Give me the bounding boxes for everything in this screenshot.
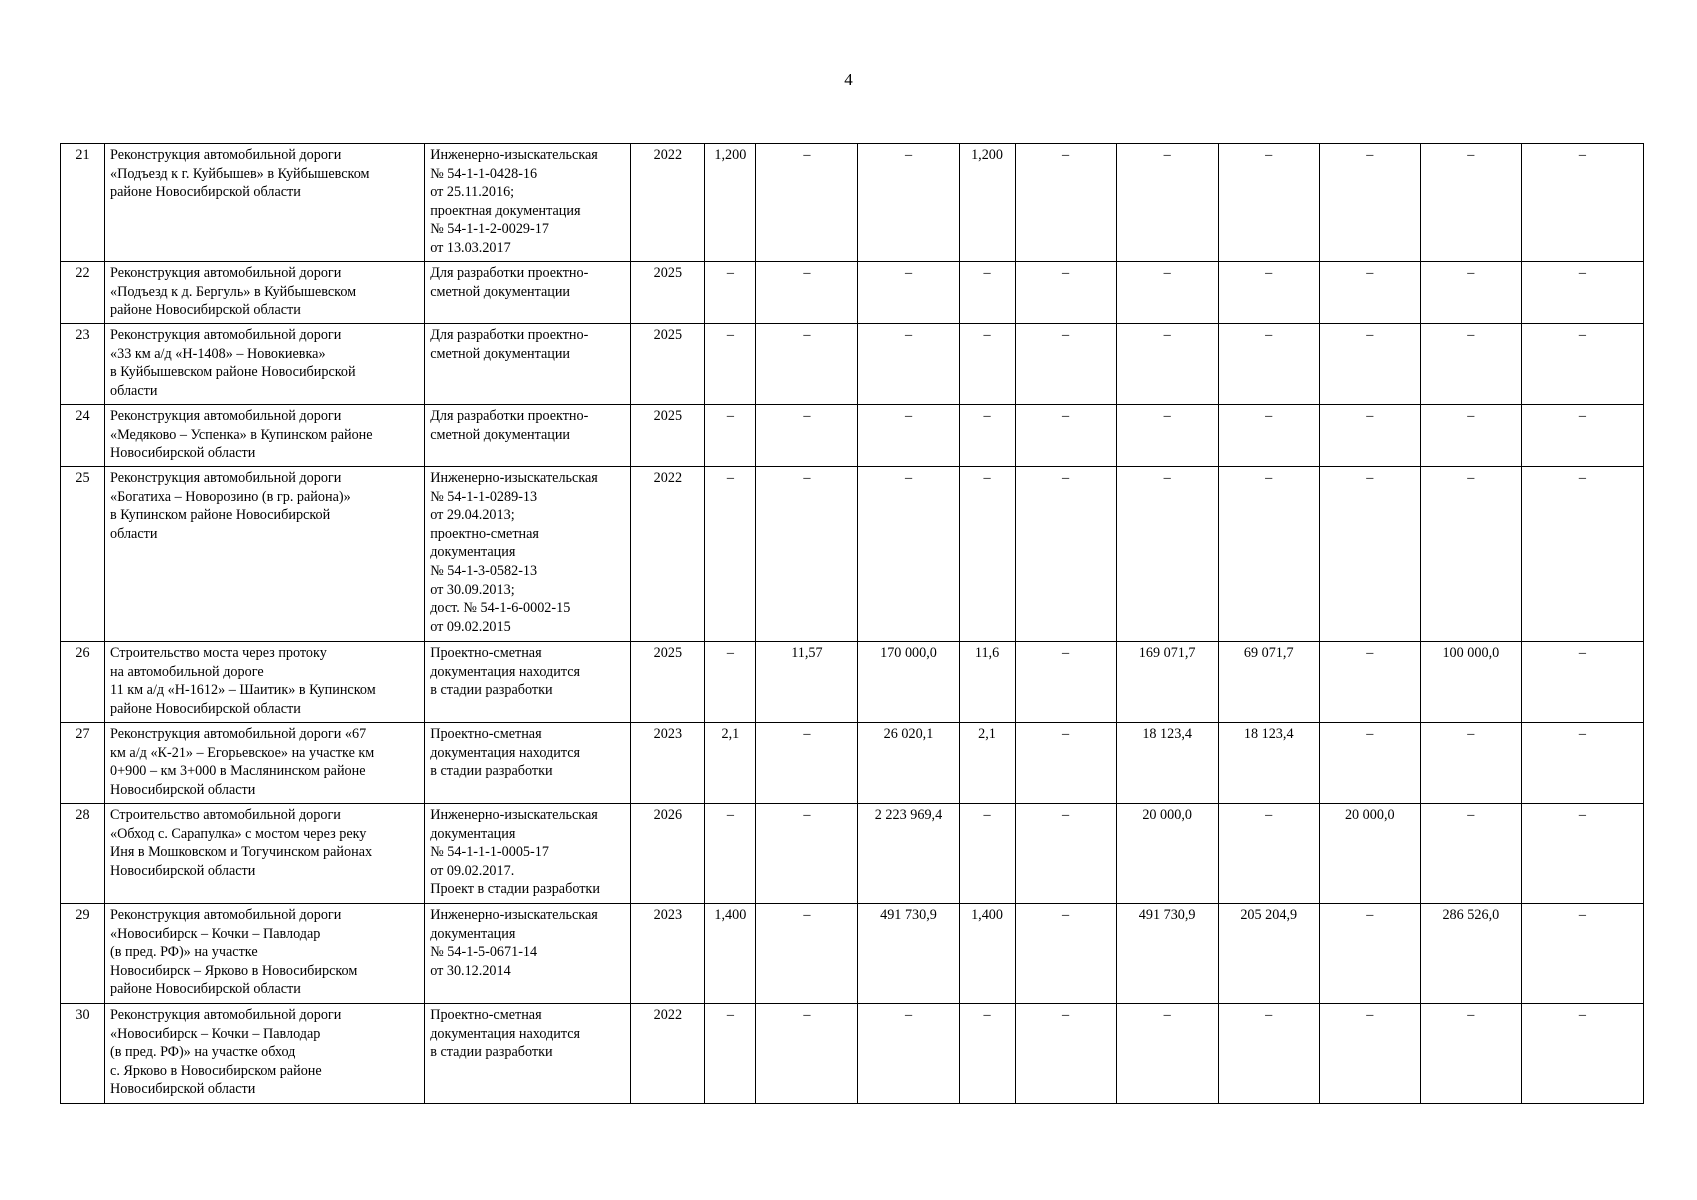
table-row [61, 804, 1644, 904]
value-cell: – [1319, 1004, 1420, 1104]
documentation-cell: Инженерно-изыскательская документация № 54-1-1-1-0005-17 от 09.02.2017. Проект в стадии разработки [425, 804, 631, 904]
value-cell: – [705, 324, 756, 405]
value-cell: – [1420, 723, 1521, 804]
value-cell: 2,1 [705, 723, 756, 804]
value-cell: – [756, 804, 858, 904]
value-cell: – [1218, 1004, 1319, 1104]
value-cell: – [1420, 144, 1521, 262]
value-cell: – [756, 904, 858, 1004]
value-cell: – [1015, 804, 1116, 904]
row-number-cell: 21 [61, 144, 105, 262]
table-row [61, 1004, 1644, 1104]
year-cell: 2025 [631, 262, 705, 324]
value-cell: – [1218, 262, 1319, 324]
value-cell: – [1015, 723, 1116, 804]
value-cell: – [1521, 405, 1643, 467]
value-cell: – [1521, 324, 1643, 405]
value-cell: – [1218, 467, 1319, 642]
value-cell: 286 526,0 [1420, 904, 1521, 1004]
value-cell: – [1015, 1004, 1116, 1104]
value-cell: – [1015, 262, 1116, 324]
value-cell: – [1319, 723, 1420, 804]
value-cell: 100 000,0 [1420, 642, 1521, 723]
value-cell: – [959, 405, 1015, 467]
object-name-cell: Строительство автомобильной дороги «Обход с. Сарапулка» с мостом через реку Иня в Мошковском и Тогучинском районах Новосибирской области [105, 804, 425, 904]
value-cell: 18 123,4 [1116, 723, 1218, 804]
table-row [61, 723, 1644, 804]
value-cell: – [1521, 904, 1643, 1004]
table-row [61, 262, 1644, 324]
value-cell: 169 071,7 [1116, 642, 1218, 723]
value-cell: 26 020,1 [858, 723, 959, 804]
value-cell: – [1521, 804, 1643, 904]
value-cell: – [1116, 467, 1218, 642]
value-cell: – [1319, 642, 1420, 723]
value-cell: 491 730,9 [858, 904, 959, 1004]
object-name-cell: Реконструкция автомобильной дороги «33 км а/д «Н-1408» – Новокиевка» в Куйбышевском районе Новосибирской области [105, 324, 425, 405]
documentation-cell: Проектно-сметная документация находится в стадии разработки [425, 642, 631, 723]
value-cell: – [756, 723, 858, 804]
year-cell: 2022 [631, 144, 705, 262]
row-number-cell: 30 [61, 1004, 105, 1104]
value-cell: – [1319, 324, 1420, 405]
value-cell: – [1015, 642, 1116, 723]
value-cell: – [1319, 904, 1420, 1004]
object-name-cell: Реконструкция автомобильной дороги «Богатиха – Новорозино (в гр. района)» в Купинском районе Новосибирской области [105, 467, 425, 642]
value-cell: – [1116, 1004, 1218, 1104]
page-number: 4 [844, 70, 853, 89]
year-cell: 2026 [631, 804, 705, 904]
value-cell: – [1015, 904, 1116, 1004]
value-cell: 205 204,9 [1218, 904, 1319, 1004]
documentation-cell: Для разработки проектно- сметной документации [425, 262, 631, 324]
value-cell: – [705, 642, 756, 723]
value-cell: – [1218, 804, 1319, 904]
object-name-cell: Строительство моста через протоку на автомобильной дороге 11 км а/д «Н-1612» – Шаитик» в Купинском районе Новосибирской области [105, 642, 425, 723]
value-cell: – [1420, 405, 1521, 467]
row-number-cell: 28 [61, 804, 105, 904]
value-cell: – [1015, 324, 1116, 405]
value-cell: – [705, 804, 756, 904]
object-name-cell: Реконструкция автомобильной дороги «Подъезд к д. Бергуль» в Куйбышевском районе Новосибирской области [105, 262, 425, 324]
value-cell: – [1521, 467, 1643, 642]
value-cell: – [1218, 144, 1319, 262]
value-cell: – [756, 1004, 858, 1104]
table-body [61, 144, 1644, 1104]
value-cell: – [858, 405, 959, 467]
value-cell: – [959, 262, 1015, 324]
row-number-cell: 26 [61, 642, 105, 723]
object-name-cell: Реконструкция автомобильной дороги «67 км а/д «К-21» – Егорьевское» на участке км 0+900 – км 3+000 в Маслянинском районе Новосибирской области [105, 723, 425, 804]
year-cell: 2022 [631, 1004, 705, 1104]
value-cell: – [705, 405, 756, 467]
value-cell: – [1319, 144, 1420, 262]
value-cell: – [756, 467, 858, 642]
value-cell: 11,57 [756, 642, 858, 723]
value-cell: 20 000,0 [1116, 804, 1218, 904]
value-cell: – [1319, 405, 1420, 467]
value-cell: – [1420, 324, 1521, 405]
value-cell: 20 000,0 [1319, 804, 1420, 904]
value-cell: – [705, 467, 756, 642]
value-cell: – [756, 262, 858, 324]
year-cell: 2023 [631, 723, 705, 804]
year-cell: 2025 [631, 405, 705, 467]
documentation-cell: Инженерно-изыскательская № 54-1-1-0428-16 от 25.11.2016; проектная документация № 54-1-1-2-0029-17 от 13.03.2017 [425, 144, 631, 262]
year-cell: 2022 [631, 467, 705, 642]
value-cell: 11,6 [959, 642, 1015, 723]
value-cell: 2 223 969,4 [858, 804, 959, 904]
object-name-cell: Реконструкция автомобильной дороги «Медяково – Успенка» в Купинском районе Новосибирской области [105, 405, 425, 467]
value-cell: – [1218, 405, 1319, 467]
value-cell: – [1015, 467, 1116, 642]
object-name-cell: Реконструкция автомобильной дороги «Подъезд к г. Куйбышев» в Куйбышевском районе Новосибирской области [105, 144, 425, 262]
value-cell: 1,200 [959, 144, 1015, 262]
table-row [61, 324, 1644, 405]
value-cell: – [858, 1004, 959, 1104]
value-cell: – [1521, 1004, 1643, 1104]
value-cell: 170 000,0 [858, 642, 959, 723]
row-number-cell: 25 [61, 467, 105, 642]
table-row [61, 405, 1644, 467]
object-name-cell: Реконструкция автомобильной дороги «Новосибирск – Кочки – Павлодар (в пред. РФ)» на участке Новосибирск – Ярково в Новосибирском районе Новосибирской области [105, 904, 425, 1004]
year-cell: 2023 [631, 904, 705, 1004]
table-row [61, 467, 1644, 642]
value-cell: 1,200 [705, 144, 756, 262]
value-cell: – [1319, 262, 1420, 324]
table-row [61, 904, 1644, 1004]
row-number-cell: 23 [61, 324, 105, 405]
documentation-cell: Для разработки проектно- сметной документации [425, 324, 631, 405]
value-cell: 1,400 [705, 904, 756, 1004]
value-cell: – [1015, 405, 1116, 467]
value-cell: – [1319, 467, 1420, 642]
value-cell: – [705, 1004, 756, 1104]
value-cell: – [1116, 324, 1218, 405]
value-cell: – [858, 144, 959, 262]
documentation-cell: Инженерно-изыскательская № 54-1-1-0289-13 от 29.04.2013; проектно-сметная документация № 54-1-3-0582-13 от 30.09.2013; дост. № 54-1-6-0002-15 от 09.02.2015 [425, 467, 631, 642]
value-cell: – [858, 324, 959, 405]
value-cell: – [1116, 144, 1218, 262]
value-cell: – [1521, 144, 1643, 262]
value-cell: – [959, 1004, 1015, 1104]
object-name-cell: Реконструкция автомобильной дороги «Новосибирск – Кочки – Павлодар (в пред. РФ)» на участке обход с. Ярково в Новосибирском районе Новосибирской области [105, 1004, 425, 1104]
documentation-cell: Инженерно-изыскательская документация № 54-1-5-0671-14 от 30.12.2014 [425, 904, 631, 1004]
value-cell: – [1116, 405, 1218, 467]
value-cell: – [756, 324, 858, 405]
value-cell: – [1218, 324, 1319, 405]
road-objects-table [60, 143, 1644, 1104]
value-cell: – [1420, 804, 1521, 904]
documentation-cell: Для разработки проектно- сметной документации [425, 405, 631, 467]
row-number-cell: 29 [61, 904, 105, 1004]
row-number-cell: 27 [61, 723, 105, 804]
value-cell: – [1521, 723, 1643, 804]
row-number-cell: 24 [61, 405, 105, 467]
value-cell: 2,1 [959, 723, 1015, 804]
value-cell: – [1015, 144, 1116, 262]
value-cell: – [1521, 642, 1643, 723]
value-cell: – [705, 262, 756, 324]
row-number-cell: 22 [61, 262, 105, 324]
value-cell: – [1420, 467, 1521, 642]
value-cell: – [959, 804, 1015, 904]
value-cell: 18 123,4 [1218, 723, 1319, 804]
table-row [61, 144, 1644, 262]
value-cell: – [959, 324, 1015, 405]
value-cell: 1,400 [959, 904, 1015, 1004]
value-cell: – [1116, 262, 1218, 324]
value-cell: – [756, 405, 858, 467]
value-cell: – [756, 144, 858, 262]
value-cell: – [858, 467, 959, 642]
year-cell: 2025 [631, 642, 705, 723]
value-cell: – [1521, 262, 1643, 324]
value-cell: – [1420, 262, 1521, 324]
value-cell: – [959, 467, 1015, 642]
documentation-cell: Проектно-сметная документация находится в стадии разработки [425, 723, 631, 804]
documentation-cell: Проектно-сметная документация находится в стадии разработки [425, 1004, 631, 1104]
value-cell: – [1420, 1004, 1521, 1104]
table-row [61, 642, 1644, 723]
value-cell: 69 071,7 [1218, 642, 1319, 723]
year-cell: 2025 [631, 324, 705, 405]
value-cell: – [858, 262, 959, 324]
value-cell: 491 730,9 [1116, 904, 1218, 1004]
